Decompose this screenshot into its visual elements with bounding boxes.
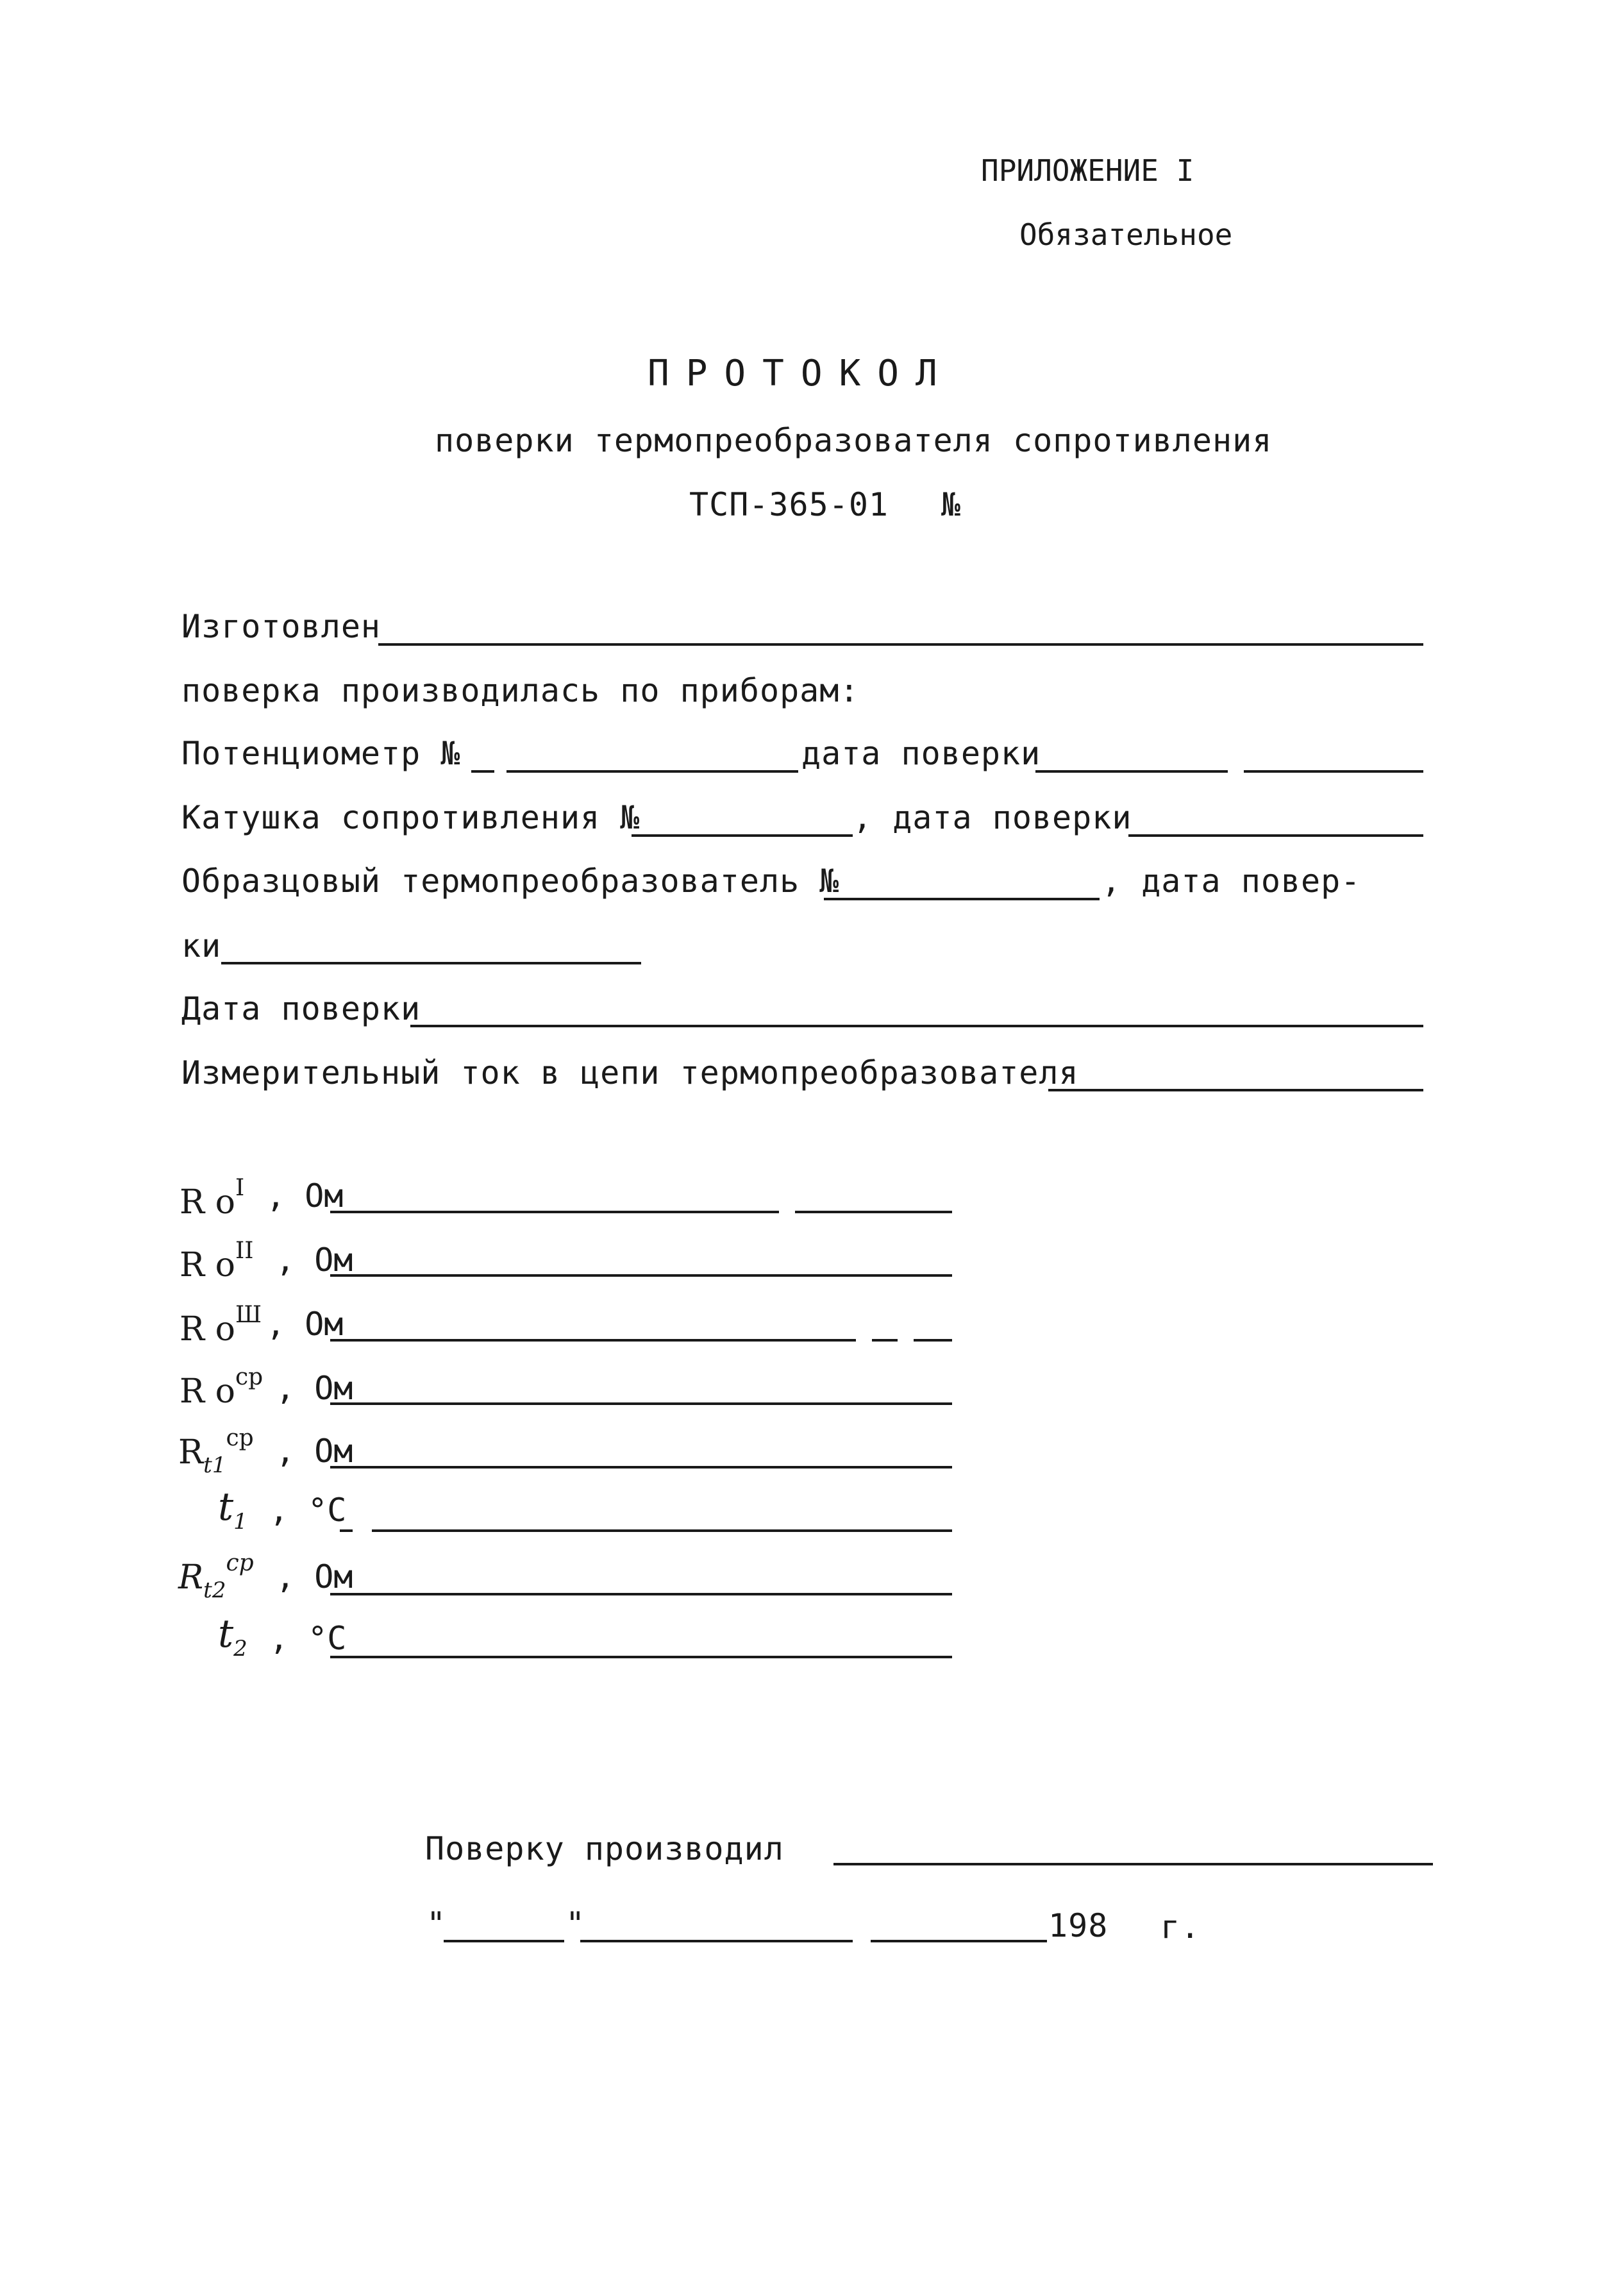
measurement-ro3-dash-1 — [872, 1339, 898, 1342]
signature-blank[interactable] — [833, 1863, 1433, 1865]
measurement-t1-dash — [340, 1529, 353, 1532]
year-suffix: г. — [1160, 1908, 1201, 1946]
potentiometer-number-blank-2[interactable] — [506, 770, 798, 773]
page-title: ПРОТОКОЛ — [648, 353, 954, 394]
verification-date-blank[interactable] — [410, 1025, 1423, 1027]
appendix-label: ПРИЛОЖЕНИЕ I — [981, 153, 1194, 188]
day-blank[interactable] — [444, 1940, 564, 1942]
measurement-ro2-unit: , Ом — [276, 1241, 353, 1279]
device-model: ТСП-365-01 — [689, 486, 889, 523]
measurement-rt2-avg-blank[interactable] — [330, 1593, 952, 1595]
appendix-status: Обязательное — [1019, 217, 1233, 252]
month-blank[interactable] — [580, 1940, 853, 1942]
manufactured-label: Изготовлен — [181, 608, 381, 645]
potentiometer-date-blank-2[interactable] — [1244, 770, 1423, 773]
reference-number-blank[interactable] — [824, 898, 1100, 900]
measurement-ro-avg: R $o^{ср}$ — [180, 1364, 264, 1411]
reference-date-cont-label: ки — [181, 927, 222, 964]
measurement-ro2: R $o^{II}$ — [180, 1238, 254, 1284]
measurement-t1-blank[interactable] — [372, 1529, 952, 1532]
reference-sensor-label: Образцовый термопреобразователь № — [181, 863, 840, 900]
coil-number-blank[interactable] — [632, 834, 853, 837]
measurement-ro2-blank[interactable] — [330, 1274, 952, 1277]
measurement-t2-unit: , °С — [269, 1620, 347, 1657]
measurement-ro-avg-blank[interactable] — [330, 1402, 952, 1405]
measurement-rt1-avg-blank[interactable] — [330, 1466, 952, 1468]
coil-date-label: , дата поверки — [853, 799, 1132, 836]
instruments-label: поверка производилась по приборам: — [181, 672, 860, 709]
performed-by-label: Поверку производил — [425, 1830, 784, 1867]
potentiometer-number-blank[interactable] — [471, 770, 494, 773]
measurement-t1: $t_1$ — [218, 1485, 247, 1535]
coil-label: Катушка сопротивления № — [181, 799, 640, 836]
page-subtitle: поверки термопреобразователя сопротивления — [435, 422, 1273, 459]
potentiometer-date-blank[interactable] — [1035, 770, 1228, 773]
measurement-ro3-blank[interactable] — [330, 1339, 856, 1342]
current-label: Измерительный ток в цепи термопреобразователя — [181, 1054, 1079, 1091]
reference-date-label: , дата повер- — [1101, 863, 1361, 900]
measurement-ro1: R $o^I$ — [180, 1175, 245, 1222]
manufactured-blank[interactable] — [378, 643, 1423, 646]
current-blank[interactable] — [1048, 1089, 1423, 1091]
measurement-rt1-avg-unit: , Ом — [276, 1433, 353, 1470]
measurement-rt2-avg-unit: , Ом — [276, 1558, 353, 1595]
measurement-rt1-avg: $R_{t1}^{ср}$ — [178, 1425, 254, 1478]
number-sign: № — [941, 486, 962, 523]
measurement-ro1-blank[interactable] — [330, 1211, 779, 1213]
reference-date-blank[interactable] — [221, 962, 641, 964]
year-prefix: 198 — [1048, 1907, 1109, 1944]
measurement-ro3: R $o^Ш$ — [180, 1302, 262, 1349]
year-blank[interactable] — [871, 1940, 1047, 1942]
measurement-ro3-dash-2 — [914, 1339, 952, 1342]
measurement-ro3-unit: , Ом — [266, 1306, 344, 1343]
measurement-t1-unit: , °С — [269, 1492, 347, 1529]
coil-date-blank[interactable] — [1128, 834, 1423, 837]
measurement-t2-blank[interactable] — [330, 1656, 952, 1658]
potentiometer-date-label: дата поверки — [801, 735, 1041, 772]
measurement-ro-avg-unit: , Ом — [276, 1370, 353, 1407]
date-quote-close: " — [565, 1905, 586, 1942]
measurement-t2: $t_2$ — [218, 1611, 247, 1662]
verification-date-label: Дата поверки — [181, 990, 421, 1027]
date-quote-open: " — [426, 1905, 447, 1942]
measurement-ro1-unit: , Ом — [266, 1177, 344, 1215]
measurement-rt2-avg: $R_{t2}^{ср}$ — [178, 1550, 254, 1603]
measurement-ro1-blank-2[interactable] — [795, 1211, 952, 1213]
potentiometer-label: Потенциометр № — [181, 735, 461, 772]
